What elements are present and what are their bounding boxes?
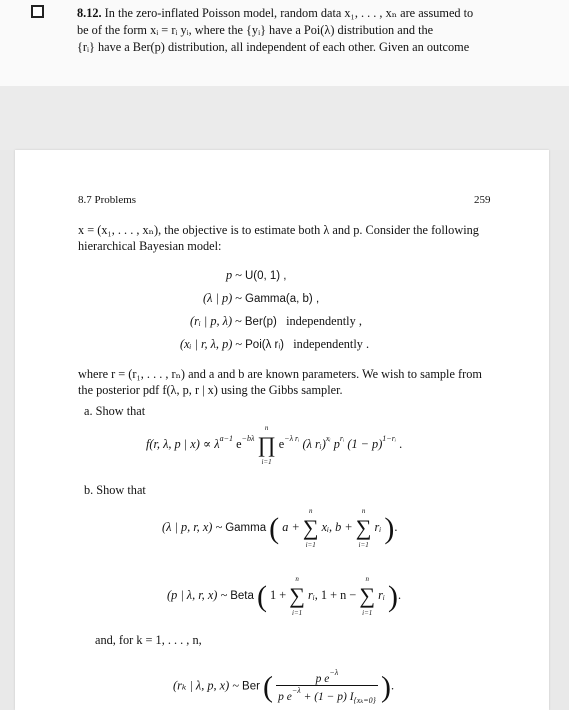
eq-gamma-dist: Gamma [225, 522, 267, 534]
model-line-3: (rᵢ | p, λ) ~ Ber(p) independently , [190, 314, 362, 328]
sum-operator: n ∑ i=1 [359, 575, 376, 618]
problem-statement [77, 5, 489, 56]
model-line-2: (λ | p) ~ Gamma(a, b) , [203, 291, 320, 305]
sum-operator: n ∑ i=1 [355, 507, 372, 550]
equation-a: f(r, λ, p | $x) \propto \lambda^{a-1}$ $e^{-b\lambda}$ n ∏ i=1 $e^{-\lambda rᵢ}$ (λ rᵢ)$^{xᵢ}$ $p^{rᵢ}$ $(1 - p)^{1-rᵢ}$ . [146, 424, 403, 467]
intro-line-2: hierarchical Bayesian model: [78, 239, 222, 253]
where-paragraph [78, 366, 491, 398]
where-line-2: the posterior pdf f(λ, p, r | x) using the Gibbs sampler. [78, 383, 343, 397]
equation-beta: (p | λ, r, x) ~ Beta ( 1 + n ∑ i=1 rᵢ, 1 + n − n ∑ i=1 rᵢ ). [167, 575, 402, 618]
sum-operator: n ∑ i=1 [289, 575, 305, 618]
sum-operator: n ∑ i=1 [302, 507, 319, 550]
and-for-k: and, for k = 1, . . . , n, [95, 633, 202, 647]
problem-number: 8.12. [77, 6, 102, 20]
eq-beta-dist: Beta [230, 590, 254, 602]
eq-ber-lhs: (rₖ | λ, p, x) ~ [173, 678, 239, 693]
eq-a-lhs: f(r, λ, p | x) ∝ λ [146, 437, 220, 451]
equation-gamma: (λ | p, r, x) ~ Gamma ( a + n ∑ i=1 xᵢ, b + n ∑ i=1 rᵢ ). [162, 507, 398, 550]
eq-a-lambda-exponent: a−1 [219, 434, 233, 443]
ber-fraction: $\frac{p e^{-\lambda}}{p e^{-\lambda} + (1 - p) I_{\{x_k=0\}}}$ [278, 668, 376, 705]
eq-a-tail-exponent: 1−rᵢ [382, 434, 397, 443]
eq-a-e-exponent: −bλ [241, 434, 255, 443]
model-line-4: (xᵢ | r, λ, p) ~ Poi(λ rᵢ) independently . [180, 337, 370, 351]
eq-a-p: p [333, 437, 340, 451]
eq-gamma-lhs: (λ | p, r, x) ~ [162, 520, 223, 534]
page-gap [0, 86, 569, 150]
eq-beta-lhs: (p | λ, r, x) ~ [167, 588, 228, 602]
where-line-1: where r = (r₁, . . . , rₙ) and a and b are known parameters. We wish to sample from [78, 367, 482, 381]
model-note-4: independently . [293, 337, 370, 351]
eq-a-tail: (1 − p) [347, 437, 383, 451]
running-head: 8.7 Problems [78, 194, 137, 206]
part-b-label: b. Show that [84, 483, 146, 497]
problem-line-1: In the zero-inflated Poisson model, random data x₁, . . . , xₙ are assumed to [104, 6, 474, 20]
model-rhs-4: Poi(λ rᵢ) [245, 339, 285, 351]
page-number: 259 [474, 194, 491, 206]
eq-ber-dist: Ber [242, 680, 260, 693]
model-line-1: p ~ U(0, 1) , [226, 268, 287, 282]
model-lhs-1: p [226, 268, 233, 282]
problem-line-2: be of the form xᵢ = rᵢ yᵢ, where the {yᵢ} have a Poi(λ) distribution and the [77, 23, 434, 37]
model-note-3: independently , [286, 314, 362, 328]
equation-ber: (rₖ | λ, p, x) ~ Ber ( $\frac{p e^{-\lambda}}{p e^{-\lambda} + (1 - p) I_{\{x_k=0\}}}$ ). [173, 668, 395, 705]
book-page [15, 150, 549, 710]
model-rhs-1: U(0, 1) , [244, 270, 287, 282]
model-rhs-3: Ber(p) [244, 316, 277, 328]
eq-a-body: (λ rᵢ) [302, 437, 326, 451]
problem-line-3: {rᵢ} have a Ber(p) distribution, all independent of each other. Given an outcome [77, 40, 470, 54]
previous-page-fragment [0, 0, 569, 87]
intro-paragraph [78, 222, 491, 254]
eq-a-xi-exponent: xᵢ [325, 434, 331, 443]
exercise-checkbox[interactable] [31, 5, 44, 18]
intro-line-1: x = (x₁, . . . , xₙ), the objective is to estimate both λ and p. Consider the following [78, 223, 479, 237]
product-operator: n ∏ i=1 [257, 424, 276, 467]
model-lhs-3: (rᵢ | p, λ) [190, 314, 233, 328]
model-lhs-2: (λ | p) [203, 291, 233, 305]
eq-a-p-exponent: rᵢ [339, 434, 345, 443]
model-rhs-2: Gamma(a, b) , [245, 293, 320, 305]
part-a-label: a. Show that [84, 404, 146, 418]
model-lhs-4: (xᵢ | r, λ, p) [180, 337, 233, 351]
